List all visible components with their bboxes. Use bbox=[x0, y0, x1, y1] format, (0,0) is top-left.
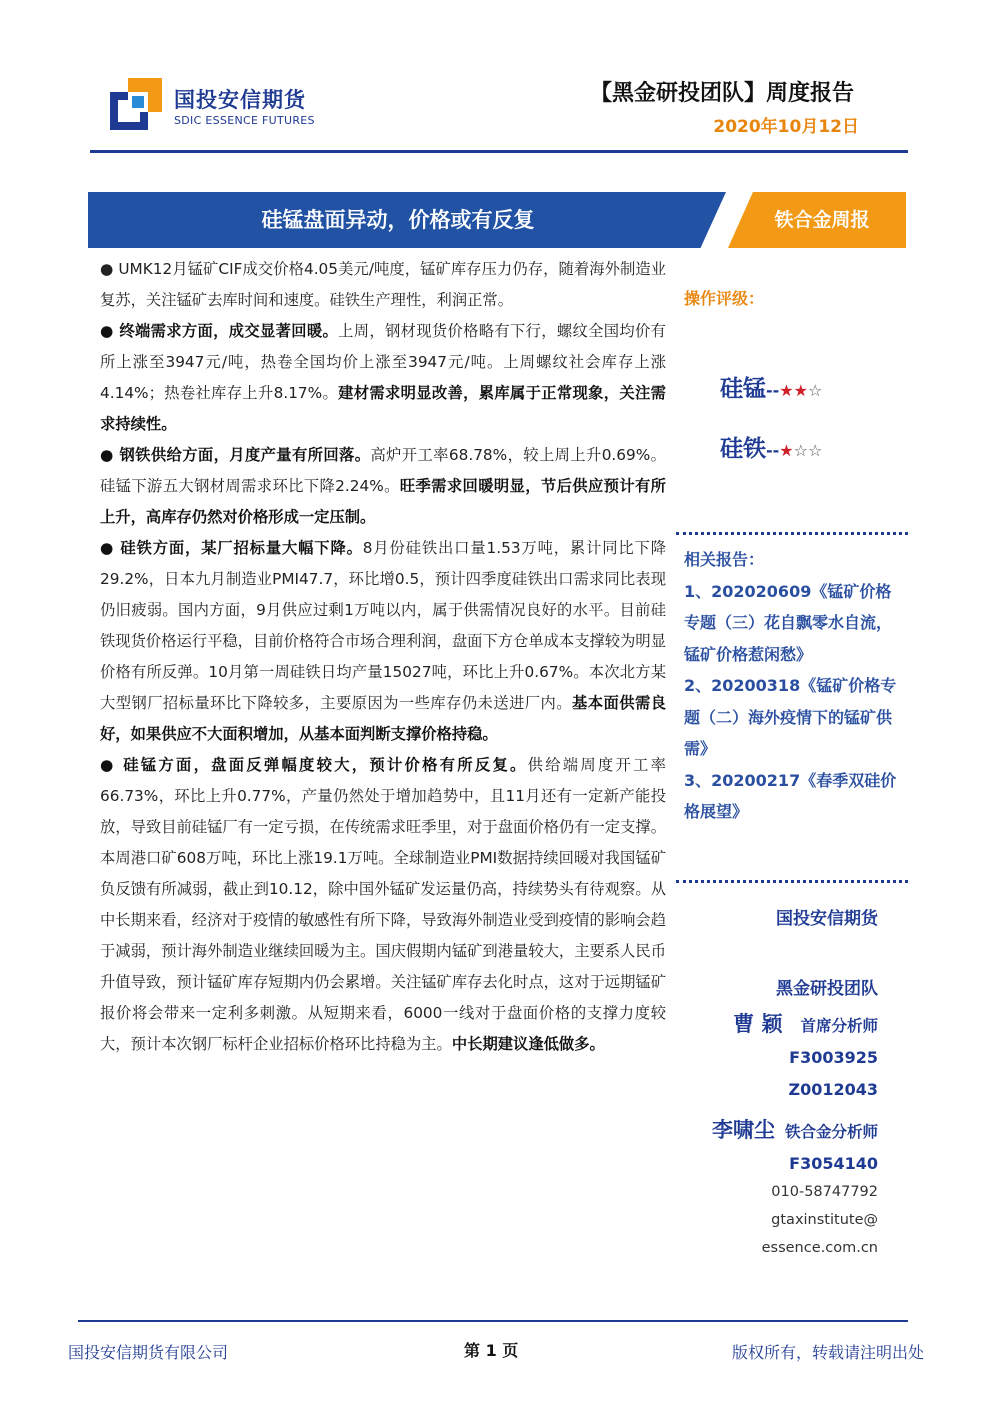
logo-cn-text: 国投安信期货 bbox=[174, 88, 306, 112]
paragraph-conclusion: 建材需求明显改善，累库属于正常现象，关注需求持续性。 bbox=[100, 384, 666, 433]
paragraph-heading: ● 钢铁供给方面，月度产量有所回落。 bbox=[100, 446, 371, 464]
related-report-link[interactable]: 2、20200318《锰矿价格专题（二）海外疫情下的锰矿供需》 bbox=[684, 676, 897, 758]
analyst-name: 曹 颖 bbox=[733, 1012, 783, 1036]
paragraph-text: 供给端周度开工率66.73%，环比上升0.77%，产量仍然处于增加趋势中，且11月还有一定新产能投放，导致目前硅锰厂有一定亏损，在传统需求旺季里，对于盘面价格仍有一定支撑。本周港口矿608万吨，环比上涨19.1万吨。全球制造业PMI数据持续回暖对我国锰矿负反馈有所减弱，截止到10.12，除中国外锰矿发运量仍高，持续势头有待观察。从中长期来看，经济对于疫情的敏感性有所下降，导致海外制造业受到疫情的影响会趋于减弱，预计海外制造业继续回暖为主。国庆假期内锰矿到港量较大，主要系人民币升值导致，预计锰矿库存短期内仍会累增。关注锰矿库存去化时点，这对于远期锰矿报价将会带来一定利多刺激。从短期来看，6000一线对于盘面价格的支撑力度较大，预计本次钢厂标杆企业招标价格环比持稳为主。 bbox=[100, 756, 666, 1053]
analyst-license: Z0012043 bbox=[788, 1080, 878, 1099]
paragraph-text: 上周，钢材现货价格略有下行，螺纹全国均价有所上涨至3947元/吨，热卷全国均价上涨至3947元/吨。上周螺纹社会库存上涨4.14%；热卷社库存上升8.17%。 bbox=[100, 322, 666, 402]
footer-copyright: 版权所有，转载请注明出处 bbox=[731, 1343, 924, 1362]
report-title: 【黑金研投团队】周度报告 bbox=[589, 81, 854, 106]
footer-divider bbox=[78, 1320, 908, 1322]
paragraph-steel-supply bbox=[100, 440, 666, 533]
empty-star-icon: ☆☆ bbox=[793, 441, 823, 460]
footer-company: 国投安信期货有限公司 bbox=[68, 1343, 229, 1362]
paragraph-heading: ● 硅锰方面，盘面反弹幅度较大，预计价格有所反复。 bbox=[100, 756, 528, 774]
rating-dash: -- bbox=[766, 441, 780, 460]
empty-star-icon: ☆ bbox=[807, 381, 823, 400]
rating-name: 硅锰 bbox=[720, 376, 766, 402]
email-address-domain[interactable]: essence.com.cn bbox=[761, 1240, 878, 1256]
analyst-title: 首席分析师 bbox=[800, 1017, 878, 1035]
rating-label: 操作评级： bbox=[684, 289, 765, 308]
filled-star-icon: ★ bbox=[779, 441, 794, 460]
logo-en-text: SDIC ESSENCE FUTURES bbox=[174, 114, 315, 127]
analyst-1 bbox=[733, 1008, 878, 1038]
analyst-license: F3054140 bbox=[789, 1154, 878, 1173]
paragraph-end-demand bbox=[100, 316, 666, 440]
filled-star-icon: ★★ bbox=[779, 381, 808, 400]
sidebar-divider bbox=[676, 532, 908, 535]
paragraph-conclusion: 中长期建议逢低做多。 bbox=[451, 1035, 605, 1053]
company-logo bbox=[110, 78, 340, 138]
firm-name: 国投安信期货 bbox=[776, 909, 878, 929]
team-name: 黑金研投团队 bbox=[776, 979, 878, 999]
rating-row-silicomanganese bbox=[720, 370, 822, 403]
analyst-title: 铁合金分析师 bbox=[784, 1123, 878, 1141]
paragraph-text: ● UMK12月锰矿CIF成交价格4.05美元/吨度，锰矿库存压力仍存，随着海外制造业复苏，关注锰矿去库时间和速度。硅铁生产理性，利润正常。 bbox=[100, 260, 666, 309]
paragraph-text: 高炉开工率68.78%，较上周上升0.69%。硅锰下游五大钢材周需求环比下降2.24%。 bbox=[100, 446, 666, 495]
sidebar-divider bbox=[676, 880, 908, 883]
related-report-link[interactable]: 1、202020609《锰矿价格专题（三）花自飘零水自流，锰矿价格惹闲愁》 bbox=[684, 581, 893, 664]
paragraph-heading: ● 终端需求方面，成交显著回暖。 bbox=[100, 322, 339, 340]
rating-dash: -- bbox=[766, 381, 780, 400]
paragraph-conclusion: 基本面供需良好，如果供应不大面积增加，从基本面判断支撑价格持稳。 bbox=[100, 694, 666, 743]
main-body bbox=[100, 254, 666, 1060]
phone-number: 010-58747792 bbox=[771, 1184, 878, 1200]
header-divider bbox=[90, 150, 908, 153]
analyst-name: 李啸尘 bbox=[711, 1118, 775, 1142]
report-date: 2020年10月12日 bbox=[713, 117, 859, 137]
paragraph-manganese-ore bbox=[100, 254, 666, 316]
logo-mark-icon bbox=[110, 78, 162, 130]
paragraph-conclusion: 旺季需求回暖明显，节后供应预计有所上升，高库存仍然对价格形成一定压制。 bbox=[100, 477, 666, 526]
related-report-link[interactable]: 3、20200217《春季双硅价格展望》 bbox=[684, 770, 897, 821]
category-tag: 铁合金周报 bbox=[774, 209, 870, 231]
paragraph-silicomanganese bbox=[100, 750, 666, 1060]
paragraph-ferrosilicon bbox=[100, 533, 666, 750]
page-title: 硅锰盘面异动，价格或有反复 bbox=[261, 208, 535, 232]
page-number: 第 1 页 bbox=[464, 1341, 519, 1360]
analyst-2 bbox=[712, 1114, 878, 1144]
rating-name: 硅铁 bbox=[720, 436, 766, 462]
related-reports-title: 相关报告： bbox=[684, 550, 765, 569]
analyst-license: F3003925 bbox=[789, 1048, 878, 1067]
related-reports bbox=[684, 544, 900, 828]
paragraph-text: 8月份硅铁出口量1.53万吨，累计同比下降29.2%，日本九月制造业PMI47.7，环比增0.5，预计四季度硅铁出口需求同比表现仍旧疲弱。国内方面，9月供应过剩1万吨以内，属于供需情况良好的水平。目前硅铁现货价格运行平稳，目前价格符合市场合理利润，盘面下方仓单成本支撑较为明显价格有所反弹。10月第一周硅铁日均产量15027吨，环比上升0.67%。本次北方某大型钢厂招标量环比下降较多，主要原因为一些库存仍未送进厂内。 bbox=[100, 539, 666, 712]
rating-row-ferrosilicon bbox=[720, 430, 822, 463]
email-address[interactable]: gtaxinstitute@ bbox=[771, 1212, 878, 1228]
paragraph-heading: ● 硅铁方面，某厂招标量大幅下降。 bbox=[100, 539, 363, 557]
